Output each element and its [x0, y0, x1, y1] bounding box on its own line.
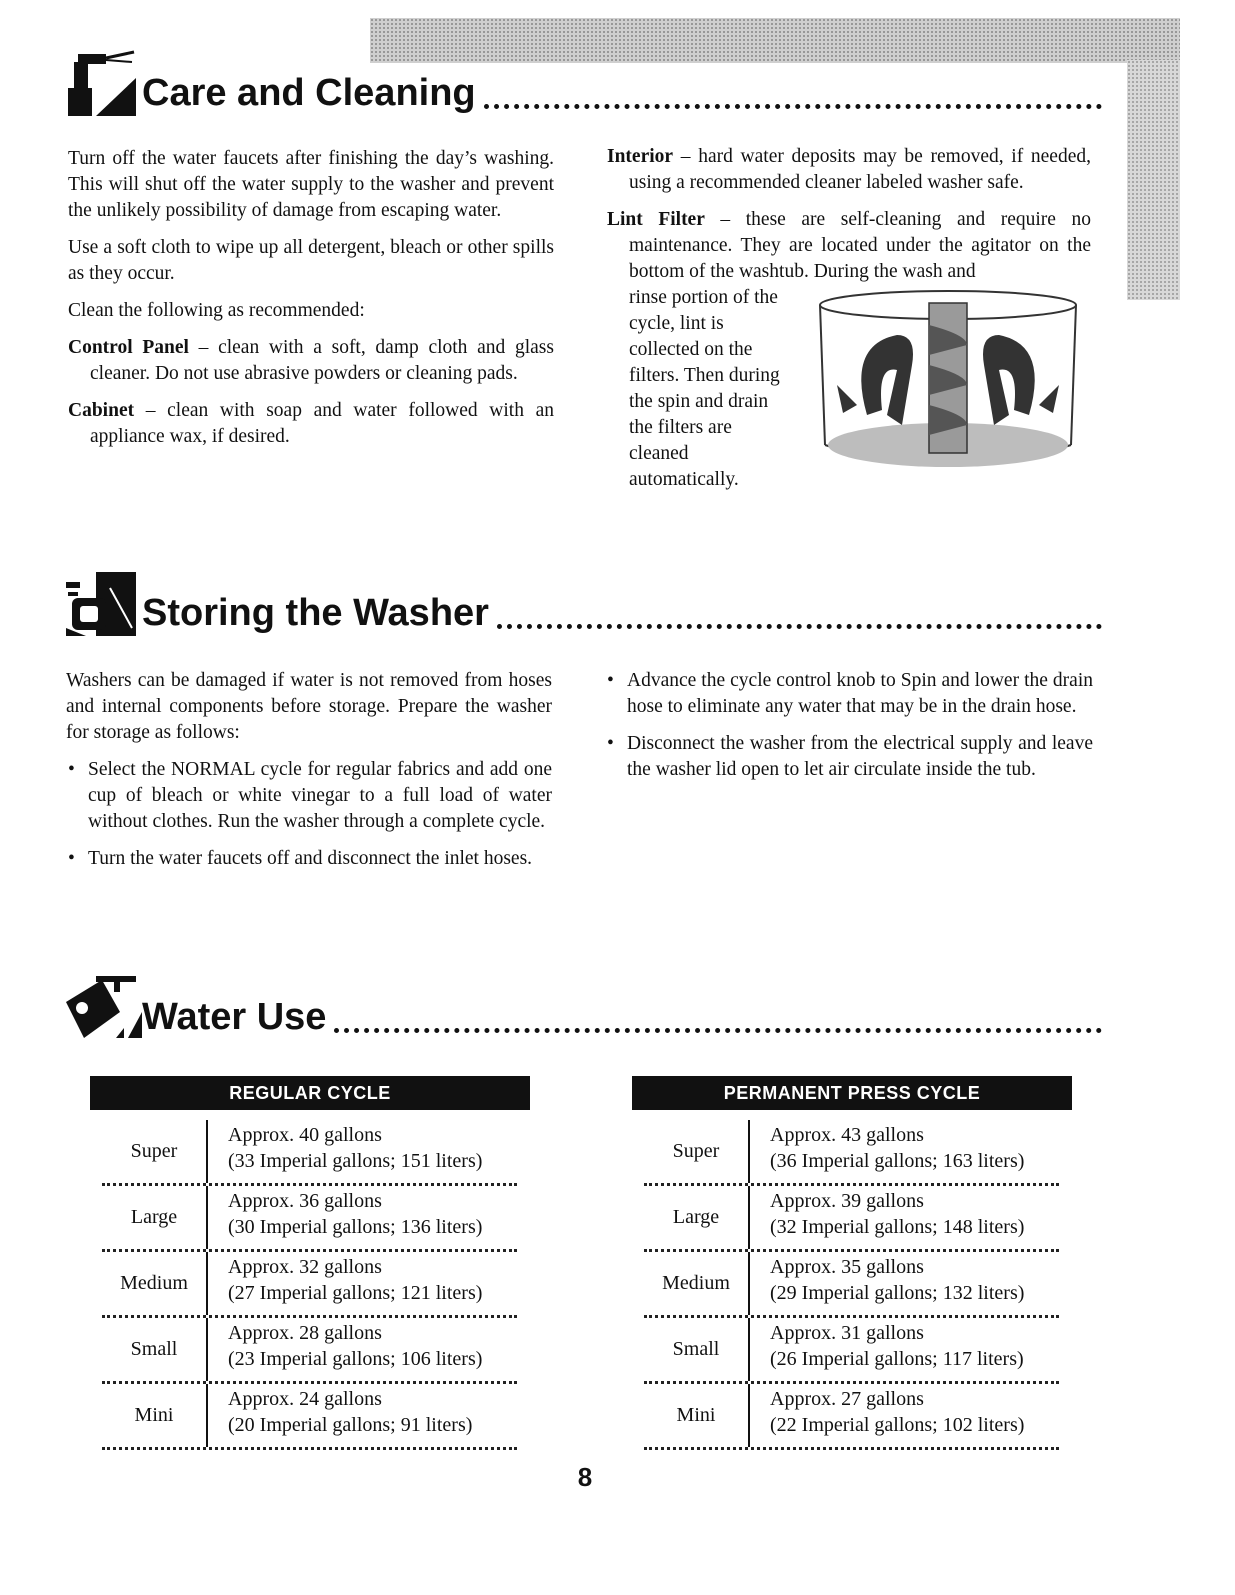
- table-row: [644, 1186, 1059, 1252]
- list-item: • Advance the cycle control knob to Spin and lower the drain hose to eliminate any water that may be in the drain hose.: [605, 668, 1093, 720]
- gallons: Approx. 36 gallons: [228, 1190, 382, 1212]
- water-title: Water Use: [142, 996, 327, 1038]
- water-amount: [750, 1120, 1024, 1183]
- load-size: Small: [644, 1318, 750, 1381]
- care-right-column: [607, 144, 1091, 504]
- cleaning-icon: [62, 48, 142, 118]
- gallons: Approx. 28 gallons: [228, 1322, 382, 1344]
- water-amount: [750, 1384, 1024, 1447]
- list-item: • Disconnect the washer from the electrical supply and leave the washer lid open to let air circulate inside the tub.: [605, 731, 1093, 783]
- interior-term: Interior: [607, 146, 674, 167]
- lint-filter-continued: [607, 285, 1091, 493]
- table-row: [102, 1252, 517, 1318]
- list-item: • Select the NORMAL cycle for regular fabrics and add one cup of bleach or white vinegar to a full load of water without clothes. Run the washer through a complete cycle.: [66, 757, 552, 835]
- list-item: • Turn the water faucets off and disconnect the inlet hoses.: [66, 846, 552, 872]
- permanent-press-body: [644, 1120, 1059, 1450]
- agitator-illustration: [817, 285, 1079, 475]
- water-amount: [208, 1186, 482, 1249]
- table-row: [102, 1120, 517, 1186]
- imperial-liters: (20 Imperial gallons; 91 liters): [228, 1414, 473, 1436]
- table-row: [644, 1384, 1059, 1450]
- heading-dot-leader: [497, 624, 1102, 629]
- gallons: Approx. 32 gallons: [228, 1256, 382, 1278]
- imperial-liters: (29 Imperial gallons; 132 liters): [770, 1282, 1025, 1304]
- load-size: Small: [102, 1318, 208, 1381]
- care-heading: [62, 48, 1102, 118]
- water-amount: [750, 1318, 1024, 1381]
- gallons: Approx. 40 gallons: [228, 1124, 382, 1146]
- heading-dot-leader: [334, 1028, 1102, 1033]
- water-amount: [750, 1252, 1024, 1315]
- imperial-liters: (26 Imperial gallons; 117 liters): [770, 1348, 1024, 1370]
- load-size: Large: [102, 1186, 208, 1249]
- storing-right-column: [605, 668, 1093, 794]
- imperial-liters: (27 Imperial gallons; 121 liters): [228, 1282, 483, 1304]
- imperial-liters: (33 Imperial gallons; 151 liters): [228, 1150, 483, 1172]
- storing-intro: Washers can be damaged if water is not removed from hoses and internal components before storage. Prepare the washer for storage as follows:: [66, 670, 552, 743]
- water-amount: [208, 1120, 482, 1183]
- permanent-press-header: PERMANENT PRESS CYCLE: [632, 1076, 1072, 1110]
- care-paragraph-clean-following: Clean the following as recommended:: [68, 300, 365, 321]
- interior-text: – hard water deposits may be removed, if needed, using a recommended cleaner labeled washer safe.: [629, 146, 1091, 193]
- load-size: Medium: [102, 1252, 208, 1315]
- water-amount: [208, 1384, 472, 1447]
- decorative-halftone-side-bar: [1127, 60, 1180, 300]
- gallons: Approx. 24 gallons: [228, 1388, 382, 1410]
- regular-cycle-body: [102, 1120, 517, 1450]
- load-size: Mini: [644, 1384, 750, 1447]
- table-row: [644, 1252, 1059, 1318]
- lint-filter-text-continued: rinse portion of the cycle, lint is collected on the filters. Then during the spin and drain the filters are cleaned automatically.: [629, 287, 780, 490]
- lint-filter-item: [607, 207, 1091, 285]
- water-amount: [208, 1318, 482, 1381]
- table-row: [644, 1318, 1059, 1384]
- gallons: Approx. 27 gallons: [770, 1388, 924, 1410]
- storing-title: Storing the Washer: [142, 592, 489, 634]
- control-panel-item: [68, 335, 554, 387]
- storing-heading: [62, 568, 1102, 638]
- water-faucet-icon: [62, 972, 142, 1042]
- imperial-liters: (30 Imperial gallons; 136 liters): [228, 1216, 483, 1238]
- cabinet-text: – clean with soap and water followed with an appliance wax, if desired.: [90, 400, 554, 447]
- heading-dot-leader: [484, 104, 1102, 109]
- lint-filter-term: Lint Filter: [607, 209, 705, 230]
- imperial-liters: (32 Imperial gallons; 148 liters): [770, 1216, 1025, 1238]
- care-paragraph-faucets: Turn off the water faucets after finishing the day’s washing. This will shut off the water supply to the washer and prevent the unlikely possibility of damage from escaping water.: [68, 148, 554, 221]
- lint-filter-text: – these are self-cleaning and require no maintenance. They are located under the agitator on the bottom of the washtub. During the wash and: [629, 209, 1091, 282]
- storing-list-left: [66, 757, 552, 872]
- cabinet-term: Cabinet: [68, 400, 135, 421]
- page-number: 8: [577, 1462, 593, 1492]
- care-paragraph-soft-cloth: Use a soft cloth to wipe up all detergent, bleach or other spills as they occur.: [68, 237, 554, 284]
- regular-cycle-table: [90, 1076, 530, 1450]
- permanent-press-table: [632, 1076, 1072, 1450]
- control-panel-text: – clean with a soft, damp cloth and glass cleaner. Do not use abrasive powders or cleaning pads.: [90, 337, 554, 384]
- water-amount: [208, 1252, 482, 1315]
- care-title: Care and Cleaning: [142, 72, 476, 114]
- imperial-liters: (23 Imperial gallons; 106 liters): [228, 1348, 483, 1370]
- table-row: [102, 1318, 517, 1384]
- storing-list-right: [605, 668, 1093, 783]
- gallons: Approx. 31 gallons: [770, 1322, 924, 1344]
- gallons: Approx. 39 gallons: [770, 1190, 924, 1212]
- care-left-column: [68, 146, 554, 461]
- gallons: Approx. 35 gallons: [770, 1256, 924, 1278]
- interior-item: [607, 144, 1091, 196]
- storage-icon: [62, 568, 142, 638]
- imperial-liters: (22 Imperial gallons; 102 liters): [770, 1414, 1025, 1436]
- load-size: Super: [102, 1120, 208, 1183]
- gallons: Approx. 43 gallons: [770, 1124, 924, 1146]
- table-row: [102, 1384, 517, 1450]
- table-row: [102, 1186, 517, 1252]
- table-row: [644, 1120, 1059, 1186]
- control-panel-term: Control Panel: [68, 337, 189, 358]
- cabinet-item: [68, 398, 554, 450]
- water-heading: [62, 972, 1102, 1042]
- water-amount: [750, 1186, 1024, 1249]
- storing-left-column: [66, 668, 552, 883]
- load-size: Large: [644, 1186, 750, 1249]
- load-size: Super: [644, 1120, 750, 1183]
- regular-cycle-header: REGULAR CYCLE: [90, 1076, 530, 1110]
- load-size: Medium: [644, 1252, 750, 1315]
- imperial-liters: (36 Imperial gallons; 163 liters): [770, 1150, 1025, 1172]
- load-size: Mini: [102, 1384, 208, 1447]
